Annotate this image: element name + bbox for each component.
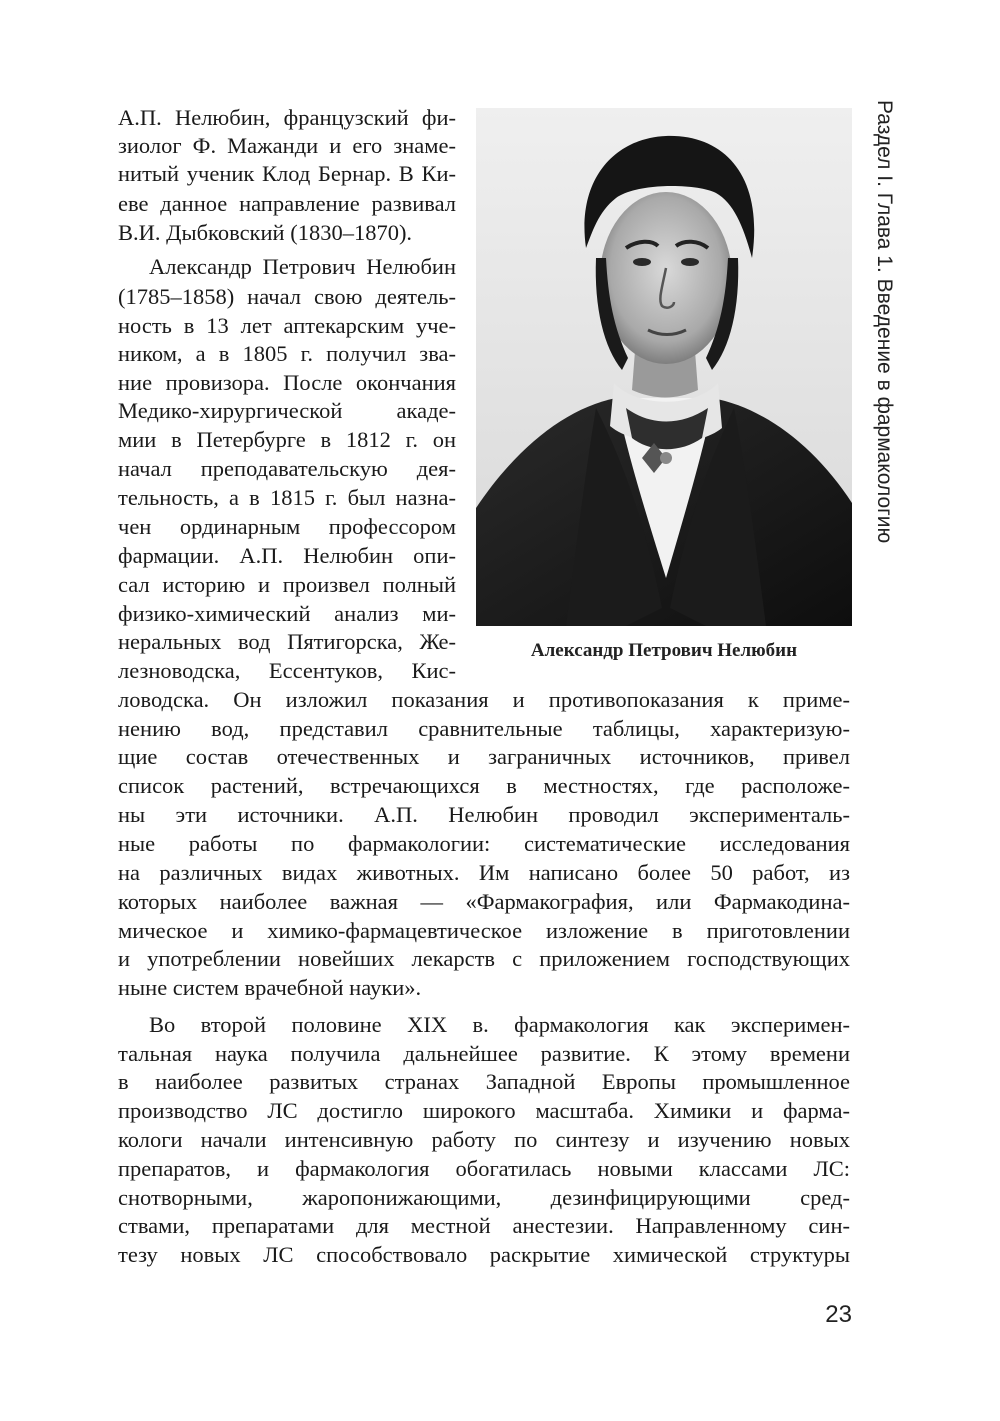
text-line: зиолог Ф. Мажанди и его знаме- — [118, 133, 456, 158]
text-line: ныне систем врачебной науки». — [118, 975, 422, 1000]
text-line: снотворными, жаропонижающими, дезинфицирующими сред- — [118, 1185, 850, 1210]
text-line: ствами, препаратами для местной анестезии. Направленному син- — [118, 1213, 850, 1238]
page-number: 23 — [825, 1301, 852, 1328]
text-line: ловодска. Он изложил показания и противопоказания к приме- — [118, 687, 850, 712]
text-line: (1785–1858) начал свою деятель- — [118, 284, 456, 309]
text-line: нению вод, представил сравнительные таблицы, характеризую- — [118, 716, 850, 741]
text-line: Во второй половине XIX в. фармакология как эксперимен- — [149, 1012, 850, 1037]
text-line: неральных вод Пятигорска, Же- — [118, 629, 456, 654]
text-line: начал преподавательскую дея- — [118, 456, 456, 481]
text-line: сал историю и произвел полный — [118, 572, 456, 597]
text-line: А.П. Нелюбин, французский фи- — [118, 105, 456, 130]
text-line: тезу новых ЛС способствовало раскрытие химической структуры — [118, 1242, 850, 1267]
running-head — [866, 100, 896, 544]
text-line: список растений, встречающихся в местностях, где расположе- — [118, 773, 850, 798]
text-line: тальная наука получила дальнейшее развитие. К этому времени — [118, 1041, 850, 1066]
figure-caption: Александр Петрович Нелюбин — [530, 640, 798, 661]
text-line: ны эти источники. А.П. Нелюбин проводил эксперименталь- — [118, 802, 850, 827]
text-line: ние провизора. После окончания — [118, 370, 456, 395]
portrait-figure — [476, 108, 852, 668]
text-line: Медико-хирургической акаде- — [118, 398, 456, 423]
text-line: мическое и химико-фармацевтическое изложение в приготовлении — [118, 918, 850, 943]
text-line: которых наиболее важная — «Фармакография, или Фармакодина- — [118, 889, 850, 914]
text-line: ность в 13 лет аптекарским уче- — [118, 313, 456, 338]
text-line: чен ординарным профессором — [118, 514, 456, 539]
text-line: щие состав отечественных и заграничных источников, привел — [118, 744, 850, 769]
portrait-engraving-icon — [476, 108, 852, 626]
portrait-image — [476, 108, 852, 626]
text-line: нитый ученик Клод Бернар. В Ки- — [118, 161, 456, 186]
text-line: в наиболее развитых странах Западной Европы промышленное — [118, 1069, 850, 1094]
text-line: препаратов, и фармакология обогатилась новыми классами ЛС: — [118, 1156, 850, 1181]
text-line: производство ЛС достигло широкого масштаба. Химики и фарма- — [118, 1098, 850, 1123]
text-line: мии в Петербурге в 1812 г. он — [118, 427, 456, 452]
text-line: фармации. А.П. Нелюбин опи- — [118, 543, 456, 568]
text-line: тельность, а в 1815 г. был назна- — [118, 485, 456, 510]
text-line: лезноводска, Ессентуков, Кис- — [118, 658, 456, 683]
text-line: ные работы по фармакологии: систематические исследования — [118, 831, 850, 856]
text-line: на различных видах животных. Им написано более 50 работ, из — [118, 860, 850, 885]
running-head-text: Раздел I. Глава 1. Введение в фармакологию — [873, 100, 896, 544]
text-line: еве данное направление развивал — [118, 191, 456, 216]
text-line: кологи начали интенсивную работу по синтезу и изучению новых — [118, 1127, 850, 1152]
text-line: В.И. Дыбковский (1830–1870). — [118, 220, 413, 245]
text-line: Александр Петрович Нелюбин — [149, 254, 456, 279]
text-line: физико-химический анализ ми- — [118, 601, 456, 626]
text-line: ником, а в 1805 г. получил зва- — [118, 341, 456, 366]
text-line: и употреблении новейших лекарств с приложением господствующих — [118, 946, 850, 971]
